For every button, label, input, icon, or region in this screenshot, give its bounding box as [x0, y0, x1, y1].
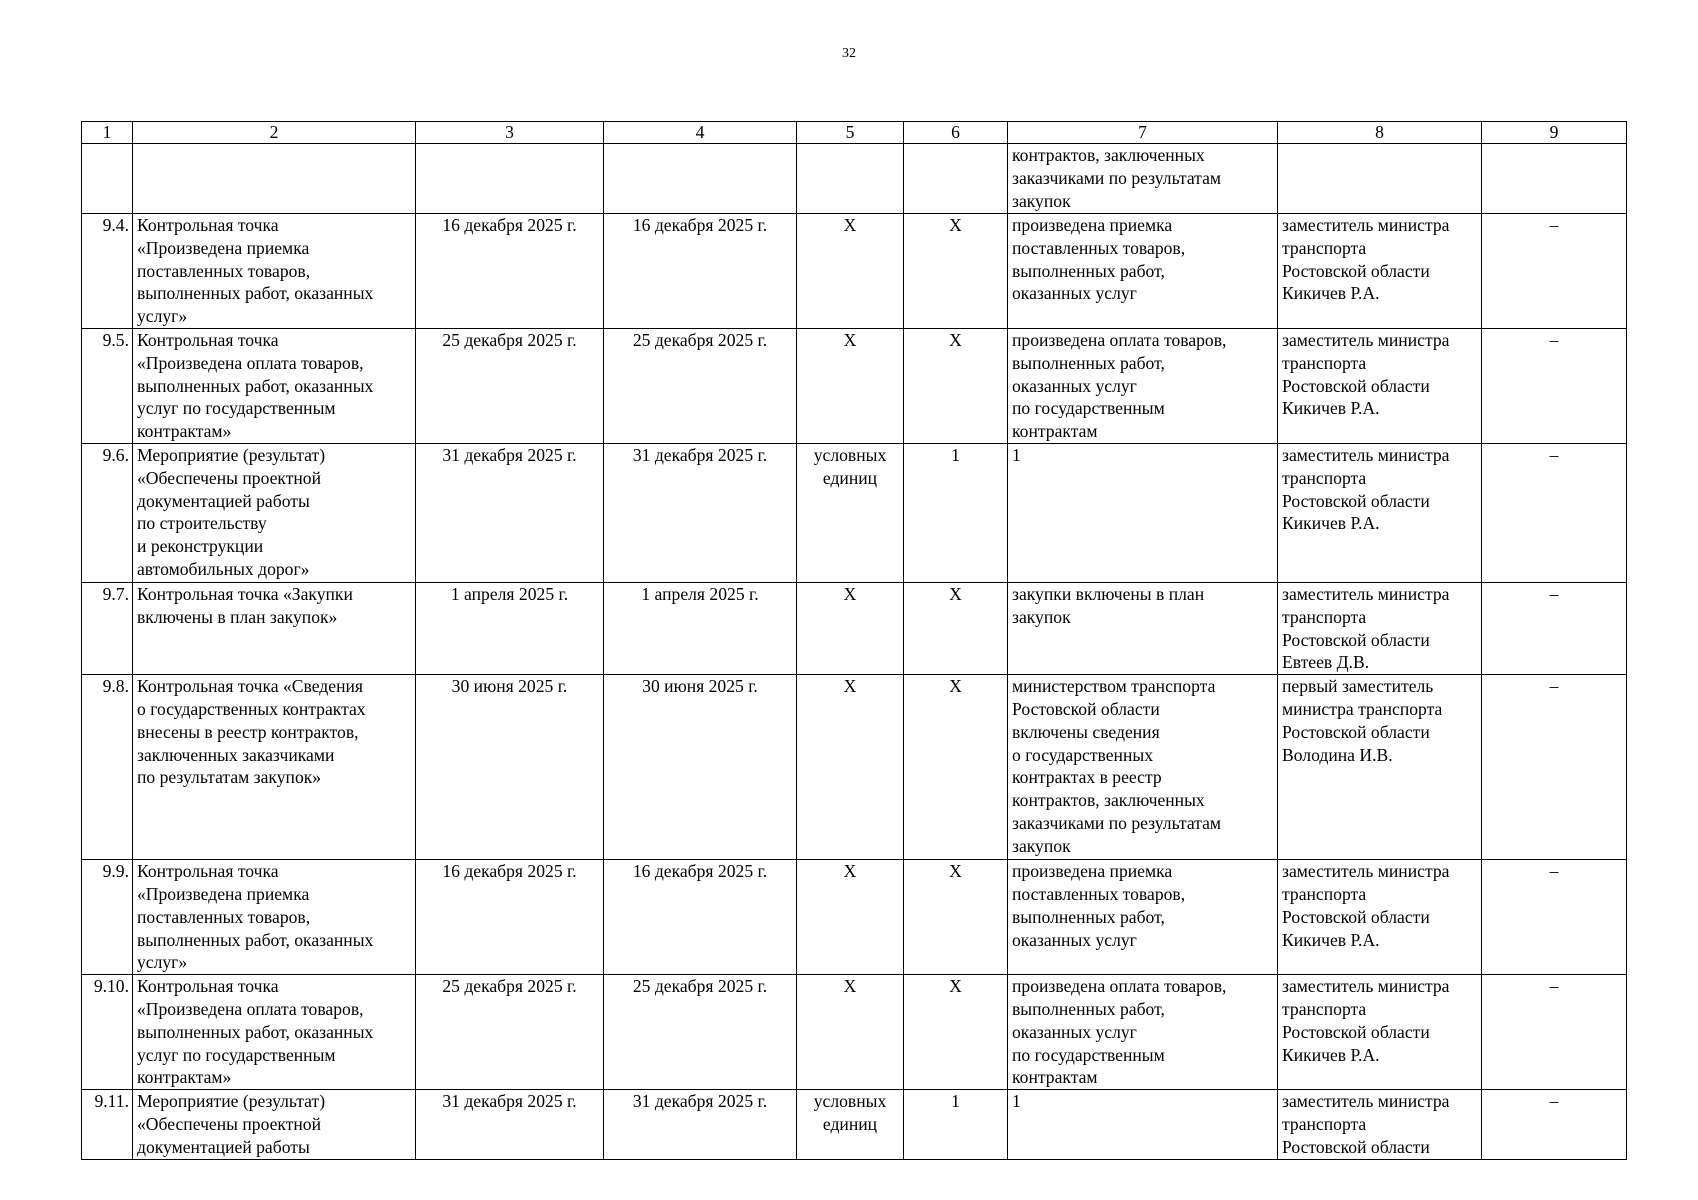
responsible-person: заместитель министра транспорта Ростовской области — [1278, 1090, 1482, 1160]
unit-of-measure: Х — [797, 975, 904, 1090]
unit-of-measure: Х — [797, 675, 904, 860]
result-description: министерством транспорта Ростовской области включены сведения о государственных контрактах в реестр контрактов, заключенных заказчиками по результатам закупок — [1008, 675, 1278, 860]
unit-of-measure: условных единиц — [797, 1090, 904, 1160]
result-description: произведена приемка поставленных товаров, выполненных работ, оказанных услуг — [1008, 860, 1278, 975]
start-date — [416, 144, 604, 214]
table-row — [82, 329, 1627, 444]
start-date: 31 декабря 2025 г. — [416, 1090, 604, 1160]
result-description: произведена приемка поставленных товаров, выполненных работ, оказанных услуг — [1008, 214, 1278, 329]
event-name: Контрольная точка «Произведена приемка поставленных товаров, выполненных работ, оказанных услуг» — [133, 214, 416, 329]
responsible-person: заместитель министра транспорта Ростовской области Кикичев Р.А. — [1278, 329, 1482, 444]
control-points-table — [81, 121, 1627, 1160]
column-header: 4 — [604, 122, 797, 144]
end-date: 1 апреля 2025 г. — [604, 583, 797, 675]
responsible-person: заместитель министра транспорта Ростовской области Кикичев Р.А. — [1278, 444, 1482, 583]
column-header: 1 — [82, 122, 133, 144]
event-name: Контрольная точка «Сведения о государственных контрактах внесены в реестр контрактов, заключенных заказчиками по результатам закупок» — [133, 675, 416, 860]
responsible-person: заместитель министра транспорта Ростовской области Кикичев Р.А. — [1278, 975, 1482, 1090]
start-date: 31 декабря 2025 г. — [416, 444, 604, 583]
end-date: 16 декабря 2025 г. — [604, 860, 797, 975]
column-header: 3 — [416, 122, 604, 144]
start-date: 16 декабря 2025 г. — [416, 214, 604, 329]
base-value: Х — [904, 329, 1008, 444]
responsible-person: первый заместитель министра транспорта Ростовской области Володина И.В. — [1278, 675, 1482, 860]
row-number: 9.7. — [82, 583, 133, 675]
note-cell — [1482, 144, 1627, 214]
result-description: 1 — [1008, 1090, 1278, 1160]
table-row — [82, 144, 1627, 214]
start-date: 1 апреля 2025 г. — [416, 583, 604, 675]
result-description: произведена оплата товаров, выполненных работ, оказанных услуг по государственным контрактам — [1008, 975, 1278, 1090]
note-cell: – — [1482, 860, 1627, 975]
table-row — [82, 1090, 1627, 1160]
unit-of-measure: Х — [797, 583, 904, 675]
responsible-person: заместитель министра транспорта Ростовской области Кикичев Р.А. — [1278, 860, 1482, 975]
result-description: контрактов, заключенных заказчиками по результатам закупок — [1008, 144, 1278, 214]
row-number: 9.6. — [82, 444, 133, 583]
table-row — [82, 675, 1627, 860]
event-name: Контрольная точка «Произведена приемка поставленных товаров, выполненных работ, оказанных услуг» — [133, 860, 416, 975]
row-number: 9.11. — [82, 1090, 133, 1160]
responsible-person: заместитель министра транспорта Ростовской области Евтеев Д.В. — [1278, 583, 1482, 675]
start-date: 25 декабря 2025 г. — [416, 975, 604, 1090]
base-value: Х — [904, 975, 1008, 1090]
column-header: 7 — [1008, 122, 1278, 144]
start-date: 25 декабря 2025 г. — [416, 329, 604, 444]
column-header: 2 — [133, 122, 416, 144]
event-name: Мероприятие (результат) «Обеспечены проектной документацией работы по строительству и реконструкции автомобильных дорог» — [133, 444, 416, 583]
table-row — [82, 583, 1627, 675]
row-number: 9.10. — [82, 975, 133, 1090]
unit-of-measure: Х — [797, 860, 904, 975]
row-number: 9.4. — [82, 214, 133, 329]
event-name — [133, 144, 416, 214]
unit-of-measure: Х — [797, 214, 904, 329]
note-cell: – — [1482, 214, 1627, 329]
base-value: 1 — [904, 1090, 1008, 1160]
table-row — [82, 975, 1627, 1090]
start-date: 16 декабря 2025 г. — [416, 860, 604, 975]
unit-of-measure: Х — [797, 329, 904, 444]
responsible-person: заместитель министра транспорта Ростовской области Кикичев Р.А. — [1278, 214, 1482, 329]
column-header: 9 — [1482, 122, 1627, 144]
table-row — [82, 214, 1627, 329]
result-description: 1 — [1008, 444, 1278, 583]
column-header: 6 — [904, 122, 1008, 144]
base-value: Х — [904, 860, 1008, 975]
unit-of-measure: условных единиц — [797, 444, 904, 583]
end-date — [604, 144, 797, 214]
unit-of-measure — [797, 144, 904, 214]
event-name: Контрольная точка «Произведена оплата товаров, выполненных работ, оказанных услуг по государственным контрактам» — [133, 975, 416, 1090]
base-value: Х — [904, 214, 1008, 329]
row-number: 9.8. — [82, 675, 133, 860]
end-date: 25 декабря 2025 г. — [604, 975, 797, 1090]
row-number: 9.5. — [82, 329, 133, 444]
row-number: 9.9. — [82, 860, 133, 975]
column-header: 8 — [1278, 122, 1482, 144]
note-cell: – — [1482, 583, 1627, 675]
end-date: 31 декабря 2025 г. — [604, 444, 797, 583]
column-header: 5 — [797, 122, 904, 144]
page-number: 32 — [842, 46, 856, 61]
note-cell: – — [1482, 975, 1627, 1090]
end-date: 25 декабря 2025 г. — [604, 329, 797, 444]
base-value — [904, 144, 1008, 214]
note-cell: – — [1482, 675, 1627, 860]
base-value: Х — [904, 583, 1008, 675]
base-value: 1 — [904, 444, 1008, 583]
table-row — [82, 444, 1627, 583]
end-date: 31 декабря 2025 г. — [604, 1090, 797, 1160]
note-cell: – — [1482, 1090, 1627, 1160]
row-number — [82, 144, 133, 214]
end-date: 30 июня 2025 г. — [604, 675, 797, 860]
column-number-header-row — [82, 122, 1627, 144]
responsible-person — [1278, 144, 1482, 214]
base-value: Х — [904, 675, 1008, 860]
table-row — [82, 860, 1627, 975]
event-name: Мероприятие (результат) «Обеспечены проектной документацией работы — [133, 1090, 416, 1160]
note-cell: – — [1482, 444, 1627, 583]
start-date: 30 июня 2025 г. — [416, 675, 604, 860]
result-description: закупки включены в план закупок — [1008, 583, 1278, 675]
note-cell: – — [1482, 329, 1627, 444]
event-name: Контрольная точка «Закупки включены в план закупок» — [133, 583, 416, 675]
end-date: 16 декабря 2025 г. — [604, 214, 797, 329]
result-description: произведена оплата товаров, выполненных работ, оказанных услуг по государственным контрактам — [1008, 329, 1278, 444]
event-name: Контрольная точка «Произведена оплата товаров, выполненных работ, оказанных услуг по государственным контрактам» — [133, 329, 416, 444]
